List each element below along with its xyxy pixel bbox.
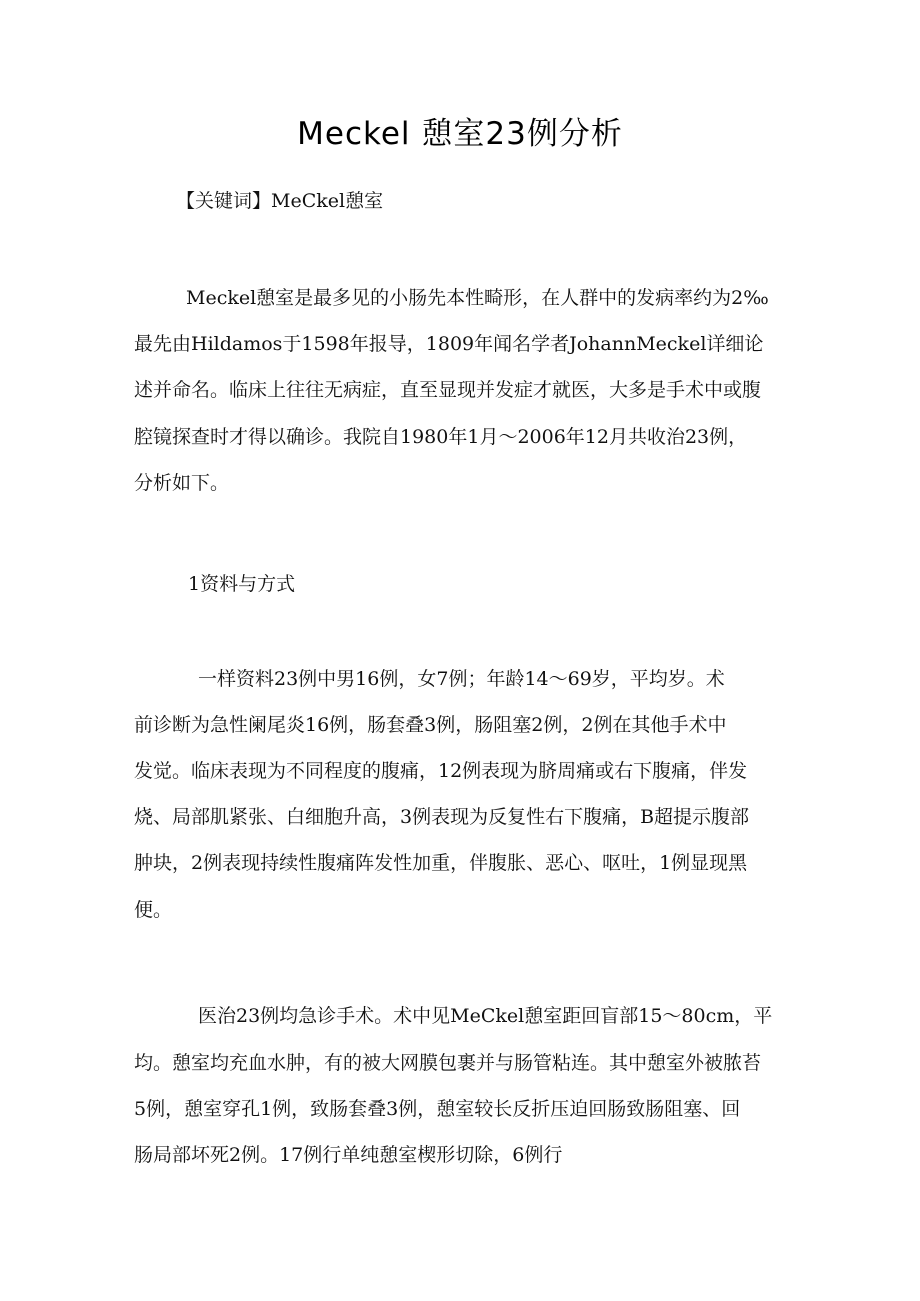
general-info-line: 一样资料23例中男16例，女7例；年龄14～69岁，平均岁。术 [198,668,725,690]
intro-line: 分析如下。 [134,472,230,494]
treatment-line: 医治23例均急诊手术。术中见MeCkel憩室距回盲部15～80cm，平 [198,1005,773,1027]
intro-line: 腔镜探查时才得以确诊。我院自1980年1月～2006年12月共收治23例， [134,426,748,448]
keywords-line: 【关键词】MeCkel憩室 [176,190,384,212]
general-info-line: 前诊断为急性阑尾炎16例，肠套叠3例，肠阻塞2例，2例在其他手术中 [134,714,727,736]
general-info-line: 肿块，2例表现持续性腹痛阵发性加重，伴腹胀、恶心、呕吐，1例显现黑 [134,852,748,874]
general-info-line: 便。 [134,899,173,921]
intro-line: 最先由Hildamos于1598年报导，1809年闻名学者JohannMeckel详细论 [134,333,764,355]
treatment-line: 均。憩室均充血水肿，有的被大网膜包裹并与肠管粘连。其中憩室外被脓苔 [134,1052,762,1074]
section-heading: 1资料与方式 [188,573,296,595]
page-title: Meckel 憩室23例分析 [297,116,623,152]
intro-line: 述并命名。临床上往往无病症，直至显现并发症才就医，大多是手术中或腹 [134,379,762,401]
general-info-line: 发觉。临床表现为不同程度的腹痛，12例表现为脐周痛或右下腹痛，伴发 [134,760,748,782]
treatment-line: 5例，憩室穿孔1例，致肠套叠3例，憩室较长反折压迫回肠致肠阻塞、回 [134,1098,741,1120]
general-info-line: 烧、局部肌紧张、白细胞升高，3例表现为反复性右下腹痛，B超提示腹部 [134,806,750,828]
treatment-line: 肠局部坏死2例。17例行单纯憩室楔形切除，6例行 [134,1144,563,1166]
intro-line: Meckel憩室是最多见的小肠先本性畸形，在人群中的发病率约为2‰ [186,287,769,309]
